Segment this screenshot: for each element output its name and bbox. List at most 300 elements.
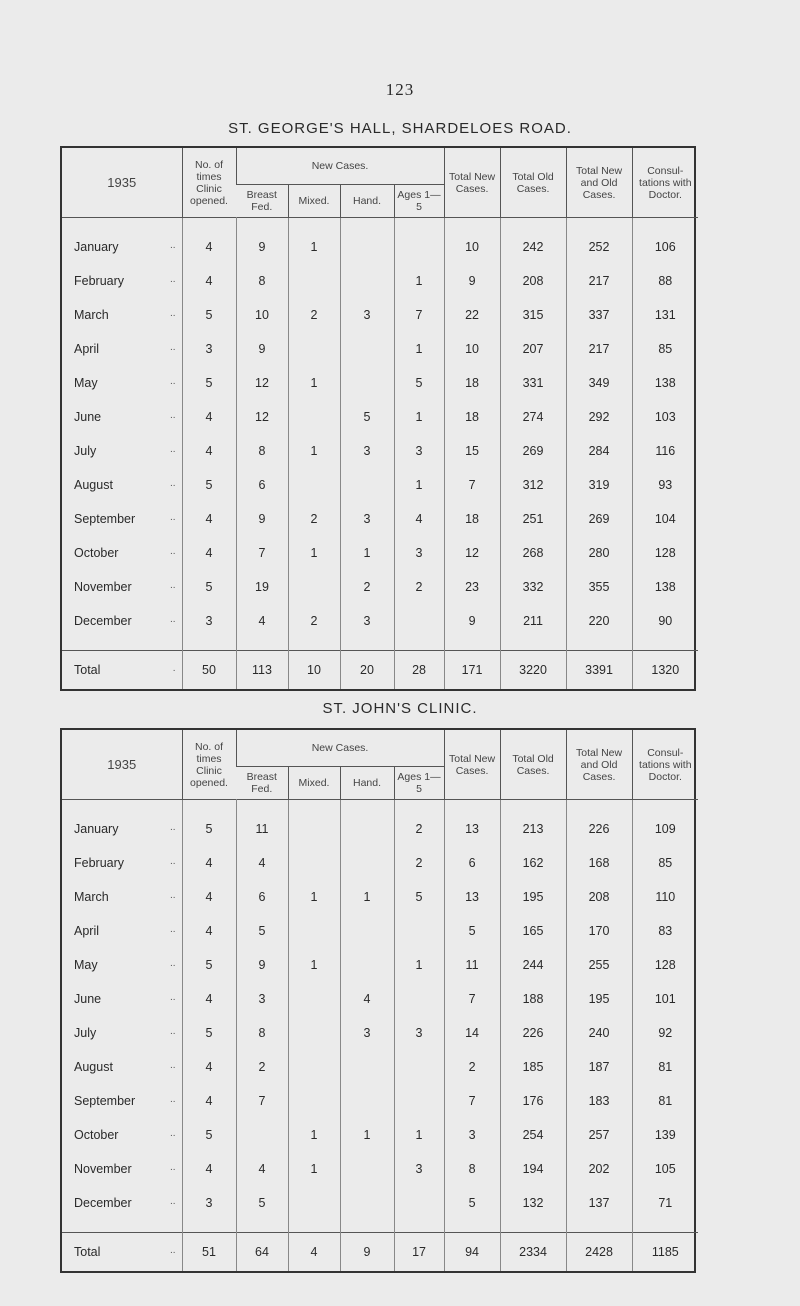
cell-total-old: 331 [500, 366, 566, 400]
cell-total-new: 12 [444, 536, 500, 570]
cell-total-old: 312 [500, 468, 566, 502]
cell-mixed: 1 [288, 948, 340, 982]
cell-ages: 1 [394, 400, 444, 434]
cell-total-all: 217 [566, 332, 632, 366]
leader-dots: .. [169, 342, 176, 353]
leader-dots: .. [169, 614, 176, 625]
month-cell [62, 502, 182, 536]
cell-hand [340, 264, 394, 298]
month-cell [62, 366, 182, 400]
cell-consult: 116 [632, 434, 698, 468]
cell-total-new: 171 [444, 651, 500, 690]
leader-dots: .. [169, 240, 176, 251]
table-st-johns [60, 728, 696, 1273]
header-total-new-old: Total New and Old Cases. [566, 730, 632, 800]
leader-dots: .. [169, 1060, 176, 1071]
cell-total-old: 195 [500, 880, 566, 914]
cell-total-all: 168 [566, 846, 632, 880]
cell-total-old: 165 [500, 914, 566, 948]
header-new-cases: New Cases. [236, 148, 444, 185]
cell-breast: 11 [236, 812, 288, 846]
header-mixed: Mixed. [288, 767, 340, 800]
cell-ages [394, 604, 444, 638]
cell-total-all: 292 [566, 400, 632, 434]
cell-opened: 51 [182, 1233, 236, 1272]
cell-hand: 3 [340, 298, 394, 332]
cell-breast: 10 [236, 298, 288, 332]
cell-total-new: 7 [444, 982, 500, 1016]
cell-consult: 1320 [632, 651, 698, 690]
spacer-cell [566, 1220, 632, 1233]
cell-consult: 81 [632, 1084, 698, 1118]
month-label: December [74, 1196, 132, 1210]
cell-opened: 5 [182, 468, 236, 502]
cell-total-old: 332 [500, 570, 566, 604]
month-label: April [74, 924, 100, 938]
cell-ages: 7 [394, 298, 444, 332]
month-label: March [74, 890, 109, 904]
month-cell [62, 570, 182, 604]
cell-opened: 5 [182, 1118, 236, 1152]
month-label: Total [74, 663, 101, 677]
header-breast-fed: Breast Fed. [236, 185, 288, 218]
leader-dots: .. [169, 924, 176, 935]
cell-total-old: 213 [500, 812, 566, 846]
cell-consult: 81 [632, 1050, 698, 1084]
cell-breast: 6 [236, 468, 288, 502]
cell-ages [394, 1084, 444, 1118]
cell-total-all: 240 [566, 1016, 632, 1050]
header-ages: Ages 1—5 [394, 767, 444, 800]
table-row [62, 1050, 698, 1084]
cell-opened: 5 [182, 1016, 236, 1050]
spacer-cell [340, 218, 394, 231]
month-cell [62, 880, 182, 914]
spacer-cell [500, 1220, 566, 1233]
cell-total-new: 9 [444, 604, 500, 638]
cell-opened: 4 [182, 846, 236, 880]
cell-total-new: 18 [444, 366, 500, 400]
cell-total-new: 13 [444, 812, 500, 846]
spacer-cell [500, 800, 566, 813]
cell-total-all: 355 [566, 570, 632, 604]
spacer-cell [394, 218, 444, 231]
cell-consult: 138 [632, 366, 698, 400]
cell-mixed [288, 1084, 340, 1118]
cell-hand: 1 [340, 880, 394, 914]
cell-opened: 3 [182, 332, 236, 366]
month-cell [62, 651, 182, 690]
month-cell [62, 846, 182, 880]
leader-dots: .. [169, 856, 176, 867]
cell-hand: 20 [340, 651, 394, 690]
cell-total-new: 18 [444, 502, 500, 536]
spacer-cell [632, 800, 698, 813]
cell-consult: 139 [632, 1118, 698, 1152]
month-label: October [74, 546, 119, 560]
table-row [62, 1084, 698, 1118]
cell-total-all: 252 [566, 230, 632, 264]
spacer-cell [444, 638, 500, 651]
cell-consult: 138 [632, 570, 698, 604]
cell-ages: 2 [394, 812, 444, 846]
table-row [62, 604, 698, 638]
cell-total-new: 23 [444, 570, 500, 604]
cell-breast: 7 [236, 536, 288, 570]
spacer-cell [444, 1220, 500, 1233]
cell-total-old: 211 [500, 604, 566, 638]
cell-total-all: 187 [566, 1050, 632, 1084]
cell-total-old: 188 [500, 982, 566, 1016]
month-label: December [74, 614, 132, 628]
spacer-cell [444, 218, 500, 231]
table-title-st-georges: ST. GEORGE'S HALL, SHARDELOES ROAD. [228, 120, 572, 137]
cell-ages: 3 [394, 1016, 444, 1050]
table-row [62, 1016, 698, 1050]
cell-total-new: 3 [444, 1118, 500, 1152]
cell-consult: 128 [632, 948, 698, 982]
leader-dots: .. [169, 546, 176, 557]
month-label: August [74, 478, 113, 492]
cell-total-old: 2334 [500, 1233, 566, 1272]
cell-mixed [288, 982, 340, 1016]
month-cell [62, 812, 182, 846]
cell-total-old: 315 [500, 298, 566, 332]
cell-mixed [288, 468, 340, 502]
cell-total-new: 15 [444, 434, 500, 468]
spacer-cell [62, 1220, 182, 1233]
cell-mixed: 1 [288, 230, 340, 264]
cell-breast: 8 [236, 434, 288, 468]
cell-total-old: 3220 [500, 651, 566, 690]
cell-breast: 9 [236, 502, 288, 536]
spacer-cell [632, 218, 698, 231]
month-label: Total [74, 1245, 101, 1259]
cell-hand [340, 846, 394, 880]
cell-total-old: 176 [500, 1084, 566, 1118]
cell-total-new: 94 [444, 1233, 500, 1272]
cell-ages: 2 [394, 846, 444, 880]
month-label: September [74, 1094, 136, 1108]
table-row [62, 332, 698, 366]
cell-consult: 128 [632, 536, 698, 570]
leader-dots: .. [169, 410, 176, 421]
leader-dots: .. [169, 1094, 176, 1105]
month-label: January [74, 240, 119, 254]
table-title-st-johns: ST. JOHN'S CLINIC. [322, 700, 478, 717]
cell-mixed [288, 1016, 340, 1050]
cell-breast: 9 [236, 948, 288, 982]
cell-total-all: 280 [566, 536, 632, 570]
header-total-new: Total New Cases. [444, 730, 500, 800]
cell-breast: 64 [236, 1233, 288, 1272]
cell-breast: 7 [236, 1084, 288, 1118]
table-body [62, 218, 698, 690]
cell-total-new: 18 [444, 400, 500, 434]
cell-breast: 4 [236, 1152, 288, 1186]
month-cell [62, 914, 182, 948]
month-cell [62, 434, 182, 468]
cell-hand [340, 1152, 394, 1186]
cell-total-new: 22 [444, 298, 500, 332]
spacer-cell [566, 218, 632, 231]
cell-mixed [288, 332, 340, 366]
cell-hand: 3 [340, 604, 394, 638]
cell-consult: 109 [632, 812, 698, 846]
spacer-cell [182, 800, 236, 813]
cell-ages: 1 [394, 1118, 444, 1152]
cell-ages: 1 [394, 332, 444, 366]
cell-mixed: 1 [288, 1118, 340, 1152]
cell-opened: 4 [182, 434, 236, 468]
header-consultations: Consul- tations with Doctor. [632, 730, 698, 800]
cell-ages [394, 982, 444, 1016]
month-label: February [74, 274, 125, 288]
cell-breast: 4 [236, 604, 288, 638]
table-row [62, 502, 698, 536]
cell-ages: 3 [394, 536, 444, 570]
cell-mixed [288, 570, 340, 604]
cell-opened: 50 [182, 651, 236, 690]
header-mixed: Mixed. [288, 185, 340, 218]
cell-mixed: 4 [288, 1233, 340, 1272]
header-times-opened: No. of times Clinic opened. [182, 148, 236, 218]
cell-consult: 106 [632, 230, 698, 264]
cell-hand [340, 914, 394, 948]
table-st-georges [60, 146, 696, 691]
cell-opened: 4 [182, 1050, 236, 1084]
cell-consult: 85 [632, 846, 698, 880]
cell-opened: 4 [182, 400, 236, 434]
header-breast-fed: Breast Fed. [236, 767, 288, 800]
cell-hand [340, 812, 394, 846]
cell-ages: 1 [394, 948, 444, 982]
cell-opened: 4 [182, 1084, 236, 1118]
spacer-cell [288, 800, 340, 813]
spacer-cell [182, 218, 236, 231]
table-row [62, 1118, 698, 1152]
cell-hand [340, 948, 394, 982]
cell-breast: 9 [236, 230, 288, 264]
cell-mixed: 2 [288, 502, 340, 536]
cell-ages: 5 [394, 366, 444, 400]
cell-total-all: 284 [566, 434, 632, 468]
cell-total-new: 7 [444, 1084, 500, 1118]
cell-consult: 1185 [632, 1233, 698, 1272]
cell-total-old: 194 [500, 1152, 566, 1186]
cell-hand [340, 1186, 394, 1220]
table-row [62, 264, 698, 298]
table-row [62, 366, 698, 400]
cell-hand: 3 [340, 434, 394, 468]
cell-opened: 4 [182, 536, 236, 570]
table-row [62, 948, 698, 982]
cell-total-new: 10 [444, 230, 500, 264]
cell-opened: 4 [182, 914, 236, 948]
cell-total-old: 208 [500, 264, 566, 298]
cell-breast: 5 [236, 914, 288, 948]
cell-total-new: 2 [444, 1050, 500, 1084]
cell-total-old: 269 [500, 434, 566, 468]
leader-dots: .. [169, 478, 176, 489]
clinic-table [62, 148, 698, 689]
month-label: November [74, 1162, 132, 1176]
spacer-cell [62, 800, 182, 813]
cell-hand: 3 [340, 1016, 394, 1050]
table-row [62, 298, 698, 332]
spacer-cell [394, 1220, 444, 1233]
leader-dots: .. [169, 1196, 176, 1207]
cell-total-old: 251 [500, 502, 566, 536]
month-label: September [74, 512, 136, 526]
cell-mixed: 1 [288, 536, 340, 570]
month-label: February [74, 856, 125, 870]
cell-hand: 4 [340, 982, 394, 1016]
month-cell [62, 468, 182, 502]
cell-total-new: 14 [444, 1016, 500, 1050]
cell-total-new: 8 [444, 1152, 500, 1186]
leader-dots: .. [169, 1026, 176, 1037]
cell-total-all: 257 [566, 1118, 632, 1152]
cell-breast: 12 [236, 366, 288, 400]
header-total-new-old: Total New and Old Cases. [566, 148, 632, 218]
month-label: April [74, 342, 100, 356]
cell-total-new: 11 [444, 948, 500, 982]
cell-hand: 5 [340, 400, 394, 434]
cell-mixed: 10 [288, 651, 340, 690]
spacer-cell [288, 1220, 340, 1233]
spacer-cell [288, 218, 340, 231]
cell-total-all: 195 [566, 982, 632, 1016]
cell-breast: 12 [236, 400, 288, 434]
cell-consult: 105 [632, 1152, 698, 1186]
cell-mixed [288, 1050, 340, 1084]
month-label: May [74, 376, 98, 390]
month-cell [62, 1016, 182, 1050]
table-row [62, 468, 698, 502]
cell-hand: 9 [340, 1233, 394, 1272]
cell-total-all: 183 [566, 1084, 632, 1118]
month-cell [62, 230, 182, 264]
cell-opened: 3 [182, 604, 236, 638]
cell-total-old: 226 [500, 1016, 566, 1050]
spacer-cell [236, 1220, 288, 1233]
leader-dots: .. [169, 1245, 176, 1256]
cell-mixed: 2 [288, 298, 340, 332]
cell-consult: 93 [632, 468, 698, 502]
month-cell [62, 982, 182, 1016]
cell-ages [394, 230, 444, 264]
cell-mixed [288, 1186, 340, 1220]
cell-ages: 3 [394, 1152, 444, 1186]
month-cell [62, 604, 182, 638]
header-consultations: Consul- tations with Doctor. [632, 148, 698, 218]
cell-opened: 5 [182, 948, 236, 982]
month-cell [62, 1233, 182, 1272]
total-row [62, 651, 698, 690]
cell-breast: 8 [236, 264, 288, 298]
cell-mixed [288, 914, 340, 948]
cell-total-all: 170 [566, 914, 632, 948]
spacer-cell [236, 638, 288, 651]
spacer-cell [236, 800, 288, 813]
cell-ages: 28 [394, 651, 444, 690]
cell-total-new: 9 [444, 264, 500, 298]
spacer-row [62, 638, 698, 651]
cell-total-all: 226 [566, 812, 632, 846]
table-row [62, 1152, 698, 1186]
cell-total-old: 162 [500, 846, 566, 880]
cell-consult: 110 [632, 880, 698, 914]
header-ages: Ages 1—5 [394, 185, 444, 218]
table-row [62, 570, 698, 604]
month-cell [62, 1186, 182, 1220]
cell-consult: 92 [632, 1016, 698, 1050]
cell-hand [340, 1050, 394, 1084]
header-total-new: Total New Cases. [444, 148, 500, 218]
cell-mixed: 1 [288, 880, 340, 914]
cell-ages: 5 [394, 880, 444, 914]
cell-breast: 4 [236, 846, 288, 880]
leader-dots: .. [169, 376, 176, 387]
spacer-row [62, 1220, 698, 1233]
spacer-row [62, 800, 698, 813]
leader-dots: . [172, 663, 176, 674]
month-cell [62, 1050, 182, 1084]
month-cell [62, 1118, 182, 1152]
leader-dots: .. [169, 444, 176, 455]
cell-total-all: 337 [566, 298, 632, 332]
cell-consult: 85 [632, 332, 698, 366]
spacer-cell [394, 800, 444, 813]
cell-consult: 103 [632, 400, 698, 434]
spacer-cell [500, 638, 566, 651]
cell-hand: 2 [340, 570, 394, 604]
leader-dots: .. [169, 308, 176, 319]
month-label: January [74, 822, 119, 836]
cell-total-all: 269 [566, 502, 632, 536]
table-row [62, 536, 698, 570]
cell-total-old: 244 [500, 948, 566, 982]
cell-breast: 3 [236, 982, 288, 1016]
cell-ages: 2 [394, 570, 444, 604]
spacer-cell [500, 218, 566, 231]
month-label: June [74, 992, 102, 1006]
cell-opened: 5 [182, 366, 236, 400]
table-row [62, 230, 698, 264]
month-cell [62, 400, 182, 434]
spacer-cell [288, 638, 340, 651]
cell-total-old: 185 [500, 1050, 566, 1084]
header-hand: Hand. [340, 185, 394, 218]
cell-total-old: 274 [500, 400, 566, 434]
cell-total-new: 13 [444, 880, 500, 914]
cell-hand [340, 468, 394, 502]
header-year: 1935 [107, 174, 137, 190]
spacer-cell [566, 638, 632, 651]
month-label: June [74, 410, 102, 424]
cell-consult: 90 [632, 604, 698, 638]
cell-total-all: 2428 [566, 1233, 632, 1272]
cell-opened: 3 [182, 1186, 236, 1220]
leader-dots: .. [169, 512, 176, 523]
cell-consult: 104 [632, 502, 698, 536]
cell-opened: 4 [182, 502, 236, 536]
cell-total-all: 255 [566, 948, 632, 982]
spacer-cell [62, 218, 182, 231]
month-cell [62, 1152, 182, 1186]
table-body [62, 800, 698, 1272]
